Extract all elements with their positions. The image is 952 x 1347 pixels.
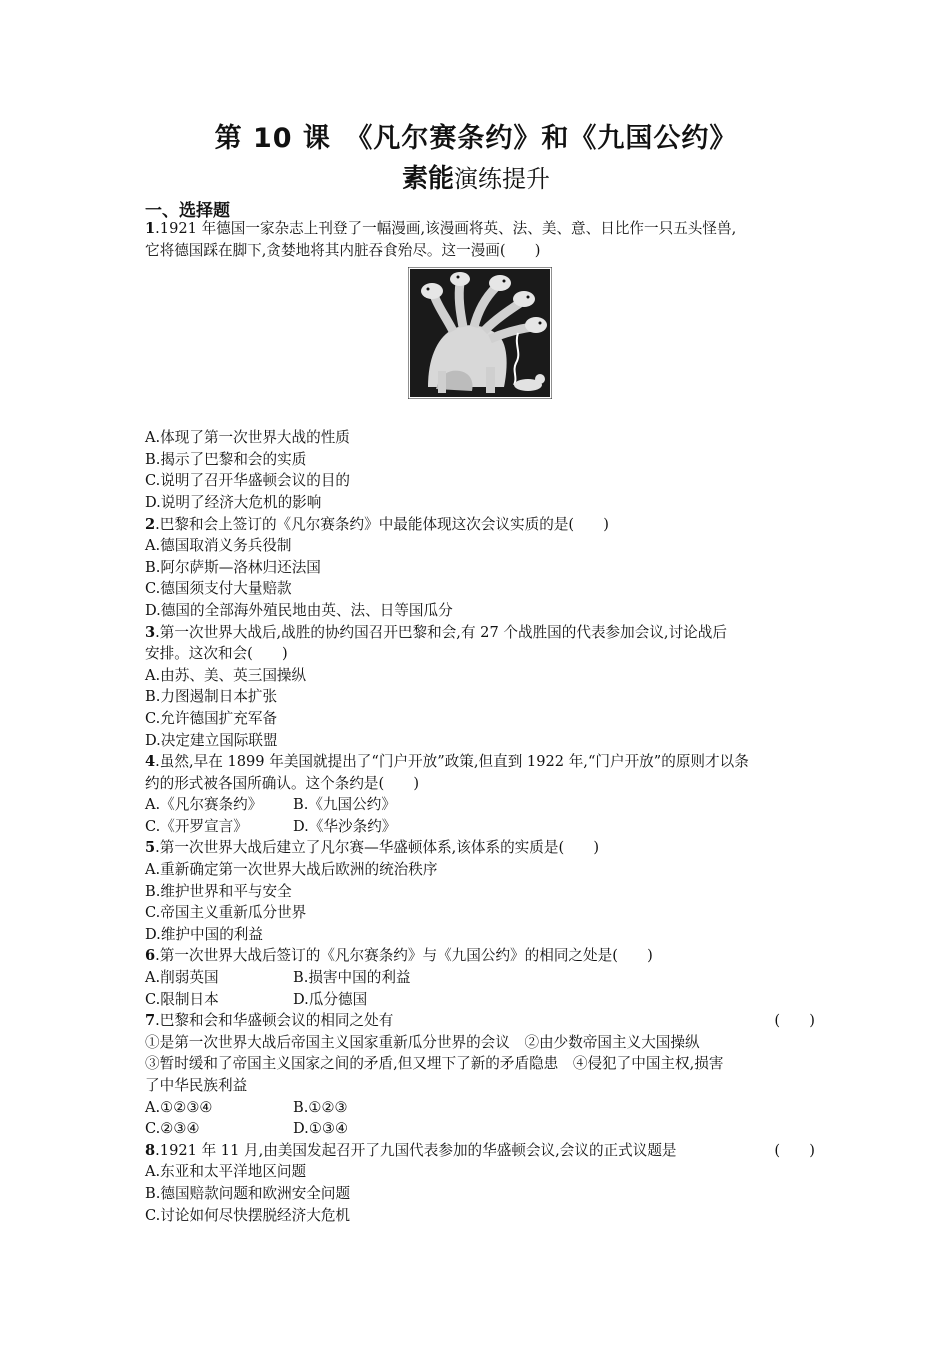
question-6-options-row-1 — [145, 967, 815, 989]
question-3-stem-cont: 安排。这次和会( ) — [145, 645, 288, 663]
question-3-option-d: D.决定建立国际联盟 — [145, 731, 278, 749]
question-4-options-row-2 — [145, 816, 815, 838]
subtitle-rest: 演练提升 — [454, 165, 550, 193]
question-text: .第一次世界大战后签订的《凡尔赛条约》与《九国公约》的相同之处是( ) — [155, 947, 653, 965]
question-1-stem-cont: 它将德国踩在脚下,贪婪地将其内脏吞食殆尽。这一漫画( ) — [145, 241, 541, 259]
cartoon-figure — [145, 261, 815, 427]
question-text: .1921 年德国一家杂志上刊登了一幅漫画,该漫画将英、法、美、意、日比作一只五头怪兽, — [155, 220, 737, 237]
question-5-option-b: B.维护世界和平与安全 — [145, 882, 292, 900]
question-text: .巴黎和会和华盛顿会议的相同之处有 — [155, 1012, 394, 1030]
answer-paren: ( ) — [774, 1012, 815, 1030]
question-4-option-c: C.《开罗宣言》 — [145, 817, 248, 835]
question-number: 4 — [145, 753, 156, 771]
question-7-option-c: C.②③④ — [145, 1120, 200, 1138]
question-number: 7 — [145, 1012, 156, 1030]
question-1-option-d: D.说明了经济大危机的影响 — [145, 493, 322, 511]
question-7-stem — [145, 1010, 815, 1032]
question-2-option-c: C.德国须支付大量赔款 — [145, 580, 292, 598]
question-8-option-b: B.德国赔款问题和欧洲安全问题 — [145, 1184, 351, 1202]
question-1-option-a: A.体现了第一次世界大战的性质 — [145, 429, 350, 447]
question-4-stem — [145, 751, 815, 773]
question-7-statements-2: ③暂时缓和了帝国主义国家之间的矛盾,但又埋下了新的矛盾隐患 ④侵犯了中国主权,损害 — [145, 1055, 724, 1073]
question-1-stem — [145, 218, 815, 240]
question-text: .第一次世界大战后建立了凡尔赛—华盛顿体系,该体系的实质是( ) — [155, 839, 600, 857]
question-4-option-d: D.《华沙条约》 — [293, 817, 397, 835]
question-7-option-a: A.①②③④ — [145, 1098, 213, 1116]
question-7-option-b: B.①②③ — [293, 1098, 348, 1116]
question-6-option-c: C.限制日本 — [145, 990, 219, 1008]
question-7-options-row-1 — [145, 1097, 815, 1119]
question-5-stem — [145, 837, 815, 859]
question-2-option-d: D.德国的全部海外殖民地由英、法、日等国瓜分 — [145, 601, 453, 619]
page-title: 第 10 课 《凡尔赛条约》和《九国公约》 — [214, 123, 738, 154]
answer-paren: ( ) — [774, 1141, 815, 1159]
question-6-option-b: B.损害中国的利益 — [293, 969, 411, 987]
question-5-option-d: D.维护中国的利益 — [145, 925, 263, 943]
five-headed-monster-cartoon-image — [408, 267, 552, 399]
question-3-option-a: A.由苏、美、英三国操纵 — [145, 666, 307, 684]
question-1-option-b: B.揭示了巴黎和会的实质 — [145, 450, 307, 468]
question-6-option-d: D.瓜分德国 — [293, 990, 368, 1008]
page-subtitle — [0, 158, 952, 195]
question-8-option-c: C.讨论如何尽快摆脱经济大危机 — [145, 1206, 351, 1224]
question-3-option-b: B.力图遏制日本扩张 — [145, 688, 278, 706]
question-text: .1921 年 11 月,由美国发起召开了九国代表参加的华盛顿会议,会议的正式议题是 — [155, 1141, 677, 1159]
question-2-option-b: B.阿尔萨斯—洛林归还法国 — [145, 558, 321, 576]
question-8-stem — [145, 1140, 815, 1162]
question-7-option-d: D.①③④ — [293, 1120, 349, 1138]
question-4-option-b: B.《九国公约》 — [293, 796, 396, 814]
question-5-option-a: A.重新确定第一次世界大战后欧洲的统治秩序 — [145, 861, 438, 879]
question-4-options-row-1 — [145, 794, 815, 816]
question-number: 8 — [145, 1141, 156, 1159]
question-number: 1 — [145, 220, 156, 237]
question-number: 2 — [145, 515, 156, 533]
question-3-option-c: C.允许德国扩充军备 — [145, 709, 278, 727]
question-text: .第一次世界大战后,战胜的协约国召开巴黎和会,有 27 个战胜国的代表参加会议,讨论战后 — [155, 623, 727, 641]
question-5-option-c: C.帝国主义重新瓜分世界 — [145, 904, 307, 922]
question-6-options-row-2 — [145, 989, 815, 1011]
question-1-option-c: C.说明了召开华盛顿会议的目的 — [145, 472, 351, 490]
question-4-option-a: A.《凡尔赛条约》 — [145, 796, 263, 814]
question-6-option-a: A.削弱英国 — [145, 969, 219, 987]
question-list — [145, 218, 815, 1226]
question-7-options-row-2 — [145, 1118, 815, 1140]
question-text: .虽然,早在 1899 年美国就提出了“门户开放”政策,但直到 1922 年,“门户开放”的原则才以条 — [155, 753, 749, 771]
question-number: 5 — [145, 839, 156, 857]
question-8-option-a: A.东亚和太平洋地区问题 — [145, 1163, 307, 1181]
question-number: 6 — [145, 947, 156, 965]
section-heading: 一、选择题 — [145, 201, 230, 221]
question-6-stem — [145, 945, 815, 967]
question-text: .巴黎和会上签订的《凡尔赛条约》中最能体现这次会议实质的是( ) — [155, 515, 609, 533]
question-2-option-a: A.德国取消义务兵役制 — [145, 537, 292, 555]
question-7-statements-3: 了中华民族利益 — [145, 1077, 248, 1094]
question-3-stem — [145, 622, 815, 644]
question-7-statements-1: ①是第一次世界大战后帝国主义国家重新瓜分世界的会议 ②由少数帝国主义大国操纵 — [145, 1033, 700, 1051]
question-number: 3 — [145, 623, 156, 641]
question-4-stem-cont: 约的形式被各国所确认。这个条约是( ) — [145, 774, 420, 792]
subtitle-emphasis: 素能 — [401, 164, 454, 194]
question-2-stem — [145, 514, 815, 536]
